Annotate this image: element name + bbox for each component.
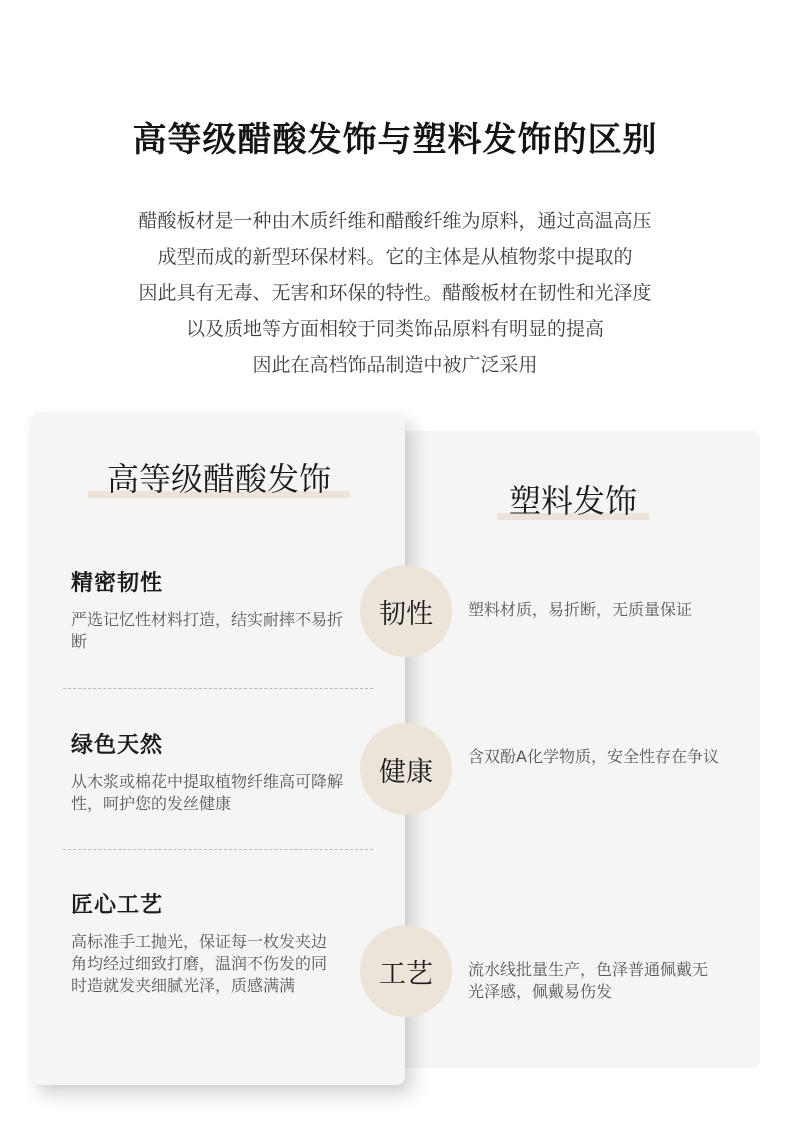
circle-health: 健康 — [360, 723, 452, 815]
plastic-point: 塑料材质，易折断，无质量保证 — [468, 600, 693, 619]
plastic-heading-text: 塑料发饰 — [508, 482, 637, 520]
intro-line: 成型而成的新型环保材料。它的主体是从植物浆中提取的 — [157, 246, 633, 268]
feature-craft — [71, 888, 371, 997]
feature-desc: 严选记忆性材料打造，结实耐摔不易折断 — [71, 610, 344, 651]
feature-natural — [71, 728, 371, 815]
feature-title: 匠心工艺 — [71, 893, 164, 918]
divider — [63, 849, 373, 850]
intro-paragraph — [60, 203, 730, 383]
page-title: 高等级醋酸发饰与塑料发饰的区别 — [132, 120, 658, 160]
feature-toughness — [71, 566, 371, 653]
feature-title: 精密韧性 — [71, 571, 164, 596]
intro-line: 以及质地等方面相较于同类饰品原料有明显的提高 — [185, 318, 604, 340]
plastic-point: 含双酚A化学物质，安全性存在争议 — [468, 747, 719, 766]
feature-desc: 从木浆或棉花中提取植物纤维高可降解性，呵护您的发丝健康 — [71, 772, 344, 813]
plastic-point: 流水线批量生产，色泽普通佩戴无光泽感，佩戴易伤发 — [468, 960, 709, 1001]
intro-line: 因此具有无毒、无害和环保的特性。醋酸板材在韧性和光泽度 — [138, 282, 652, 304]
circle-toughness: 韧性 — [360, 565, 452, 657]
circle-craft: 工艺 — [360, 925, 452, 1017]
feature-desc: 高标准手工抛光，保证每一枚发夹边角均经过细致打磨，温润不伤发的同时造就发夹细腻光泽，质感满满 — [71, 932, 328, 995]
intro-line: 醋酸板材是一种由木质纤维和醋酸纤维为原料，通过高温高压 — [138, 210, 652, 232]
plastic-heading — [497, 478, 649, 524]
divider — [63, 688, 373, 689]
feature-title: 绿色天然 — [71, 733, 164, 758]
acetate-heading — [88, 456, 350, 502]
acetate-heading-text: 高等级醋酸发饰 — [106, 460, 331, 498]
intro-line: 因此在高档饰品制造中被广泛采用 — [252, 354, 538, 376]
